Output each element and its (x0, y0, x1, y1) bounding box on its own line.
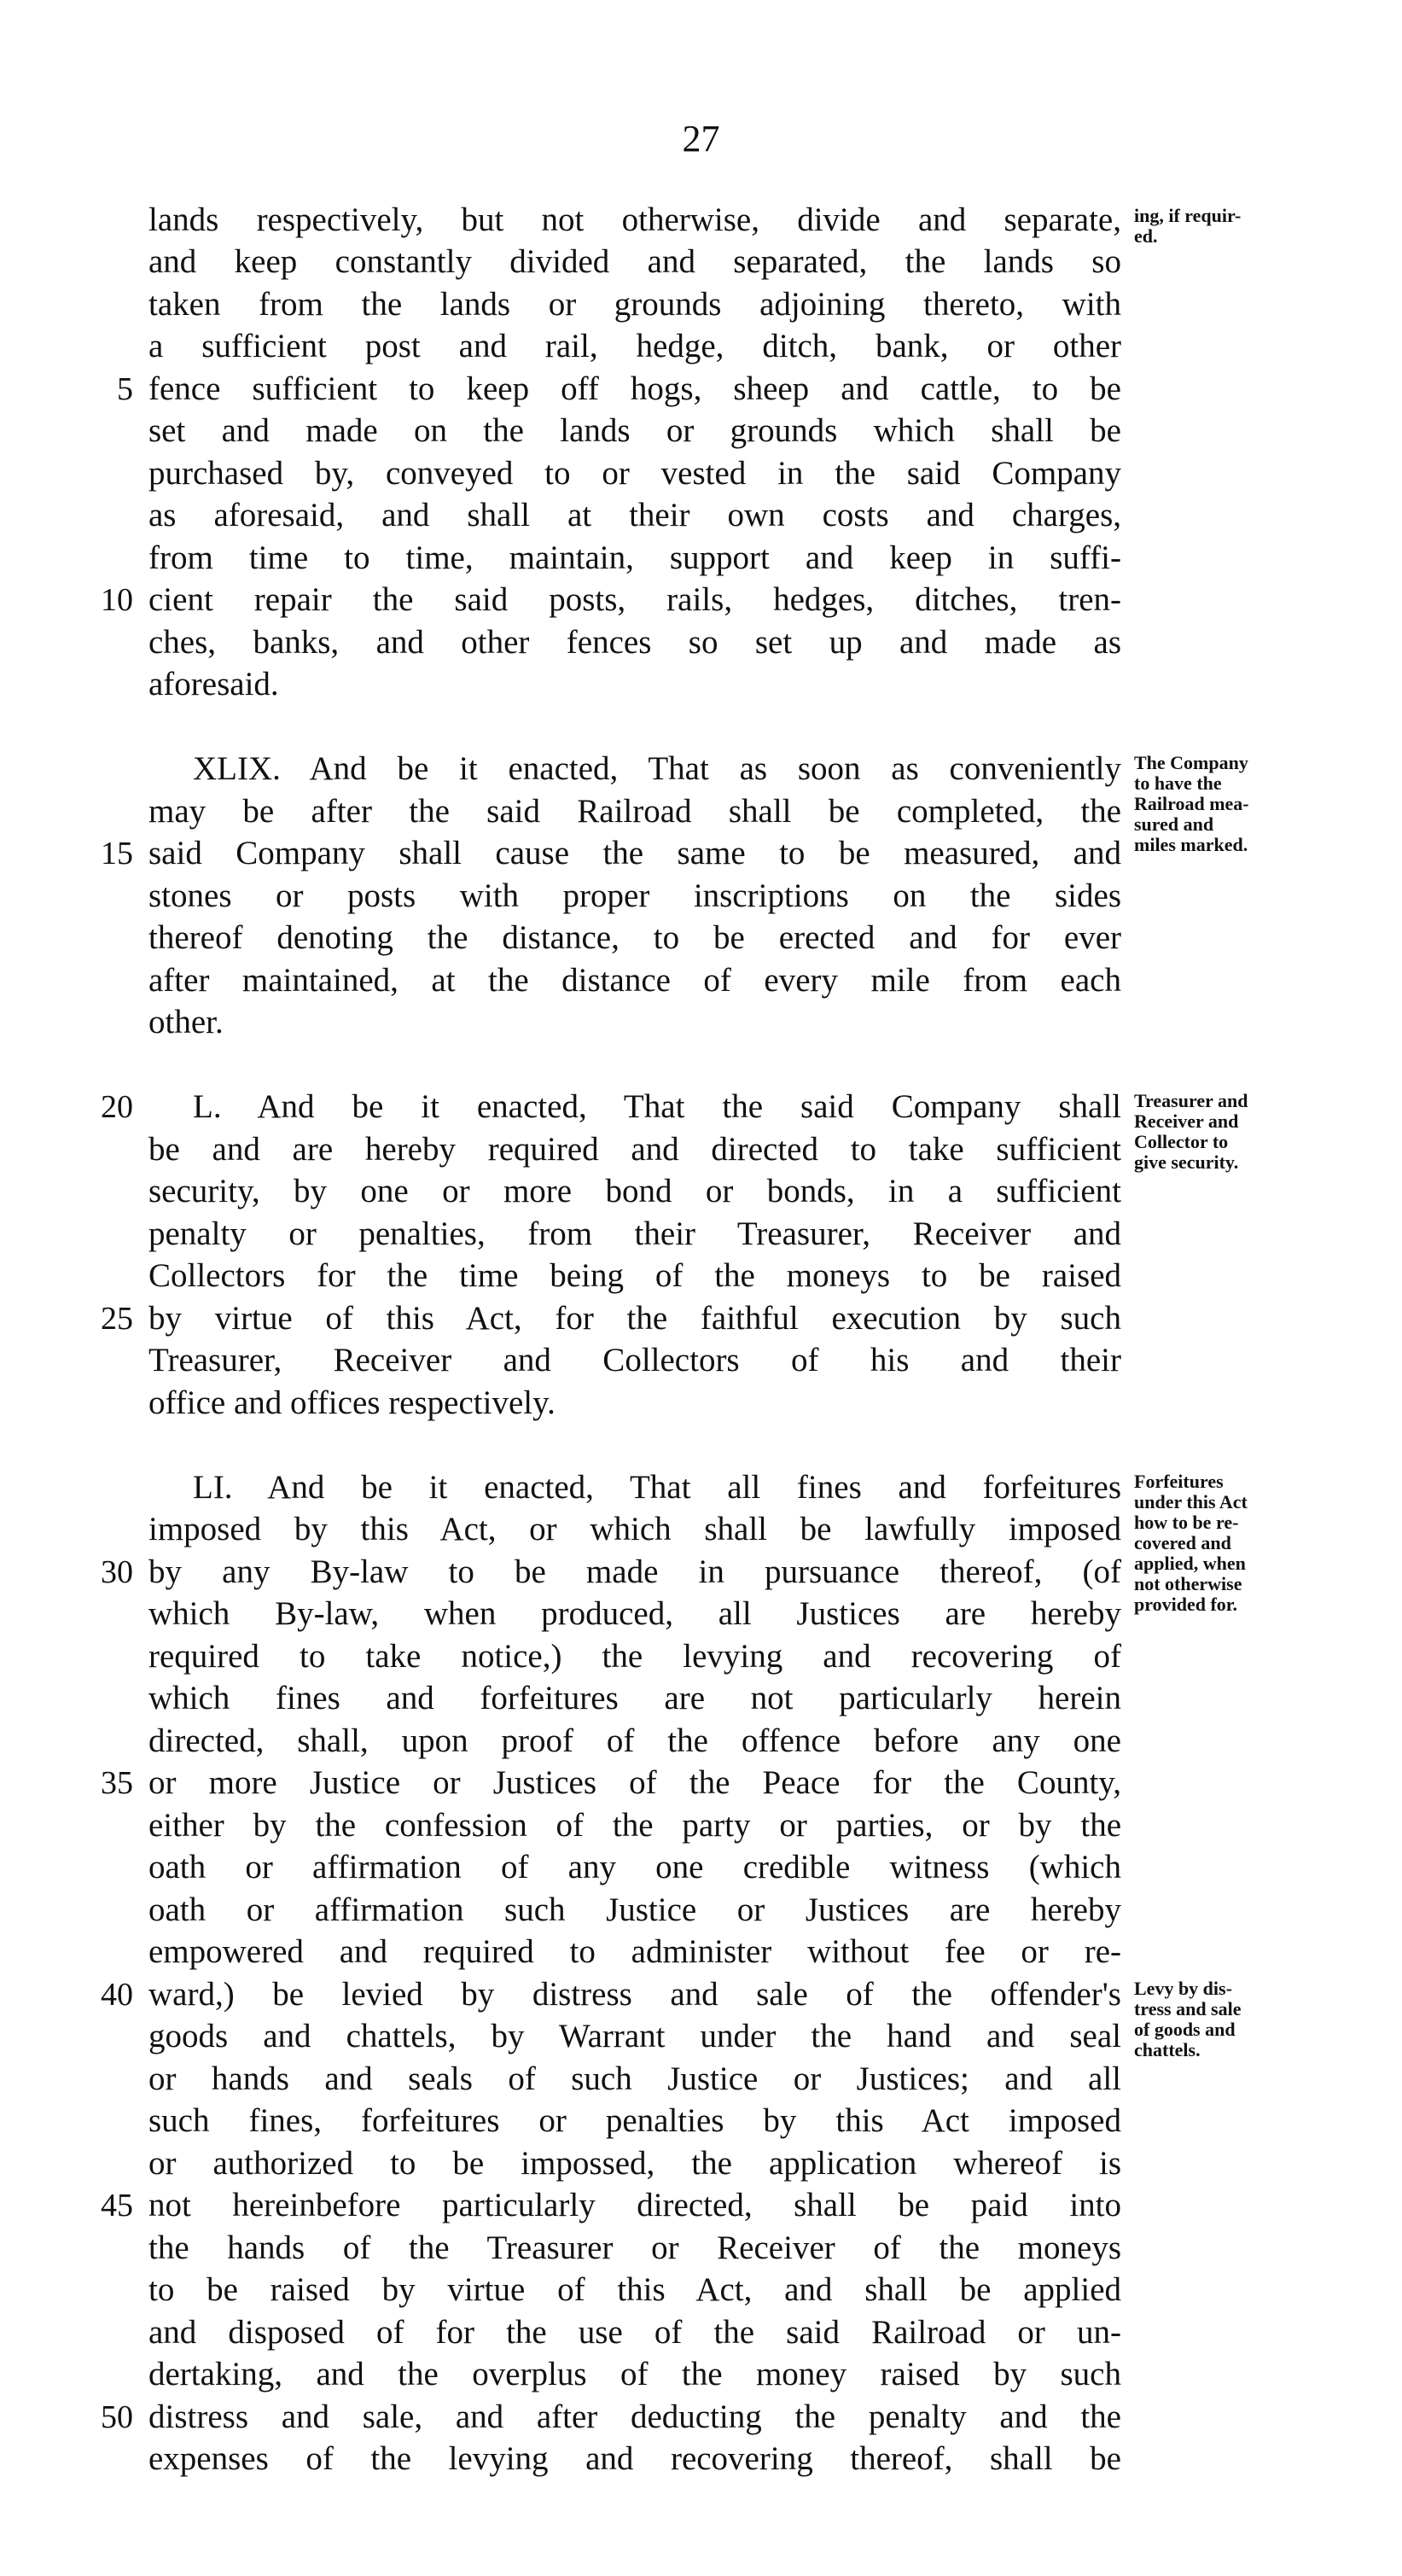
marginal-note-line: give security. (1134, 1151, 1239, 1173)
text-line: imposed by this Act, or which shall be lawfully imposed (148, 1511, 1121, 1547)
marginal-note-line: to have the (1134, 772, 1222, 794)
section-heading-line: LI. And be it enacted, That all fines and forfeitures (193, 1469, 1121, 1506)
marginal-note-line: ing, if requir- (1134, 205, 1242, 226)
line-number: 10 (101, 582, 133, 618)
text-line: aforesaid. (148, 666, 279, 702)
text-line: lands respectively, but not otherwise, divide and separate, (148, 201, 1121, 238)
marginal-note (1134, 1979, 1343, 2060)
text-line: office and offices respectively. (148, 1384, 556, 1421)
text-line: purchased by, conveyed to or vested in the said Company (148, 455, 1121, 492)
text-line: penalty or penalties, from their Treasurer, Receiver and (148, 1215, 1121, 1252)
text-line: ches, banks, and other fences so set up and made as (148, 624, 1121, 661)
text-line: other. (148, 1004, 224, 1040)
text-line: oath or affirmation such Justice or Justices are hereby (148, 1891, 1121, 1928)
marginal-note-line: Treasurer and (1134, 1090, 1248, 1111)
text-line: or more Justice or Justices of the Peace for the County, (148, 1764, 1121, 1801)
text-line: not hereinbefore particularly directed, shall be paid into (148, 2187, 1121, 2223)
text-line: to be raised by virtue of this Act, and shall be applied (148, 2271, 1121, 2308)
text-line: thereof denoting the distance, to be erected and for ever (148, 919, 1121, 956)
marginal-note-line: of goods and (1134, 2019, 1236, 2040)
marginal-note (1134, 753, 1343, 855)
marginal-note-line: provided for. (1134, 1594, 1238, 1615)
text-line: cient repair the said posts, rails, hedges, ditches, tren- (148, 581, 1121, 618)
text-line: ward,) be levied by distress and sale of the offender's (148, 1976, 1121, 2013)
marginal-note-line: applied, when (1134, 1553, 1246, 1574)
marginal-note (1134, 206, 1343, 247)
marginal-note-line: ed. (1134, 225, 1158, 247)
marginal-note-line: The Company (1134, 752, 1248, 773)
text-line: a sufficient post and rail, hedge, ditch, bank, or other (148, 328, 1121, 364)
line-number: 20 (101, 1089, 133, 1125)
text-line: and disposed of for the use of the said Railroad or un- (148, 2314, 1121, 2351)
marginal-note-line: tress and sale (1134, 1998, 1242, 2019)
text-line: Collectors for the time being of the moneys to be raised (148, 1257, 1121, 1294)
text-line: be and are hereby required and directed to take sufficient (148, 1131, 1121, 1168)
marginal-note-line: Railroad mea- (1134, 793, 1249, 814)
text-line: oath or affirmation of any one credible witness (which (148, 1849, 1121, 1885)
text-line: from time to time, maintain, support and keep in suffi- (148, 539, 1121, 576)
text-line: by any By-law to be made in pursuance thereof, (of (148, 1553, 1121, 1590)
marginal-note-line: chattels. (1134, 2039, 1201, 2060)
text-line: security, by one or more bond or bonds, in a sufficient (148, 1173, 1121, 1209)
text-line: such fines, forfeitures or penalties by this Act imposed (148, 2102, 1121, 2139)
text-line: may be after the said Railroad shall be completed, the (148, 793, 1121, 830)
text-line: the hands of the Treasurer or Receiver of the moneys (148, 2229, 1121, 2266)
text-line: expenses of the levying and recovering thereof, shall be (148, 2440, 1121, 2477)
marginal-note-line: Receiver and (1134, 1110, 1239, 1132)
line-number: 50 (101, 2399, 133, 2435)
page-number: 27 (682, 118, 720, 160)
line-number: 30 (101, 1554, 133, 1590)
line-number: 40 (101, 1977, 133, 2013)
text-line: after maintained, at the distance of every mile from each (148, 962, 1121, 999)
marginal-note-line: covered and (1134, 1532, 1231, 1553)
marginal-note-line: not otherwise (1134, 1573, 1242, 1594)
text-line: said Company shall cause the same to be measured, and (148, 835, 1121, 871)
text-line: directed, shall, upon proof of the offence before any one (148, 1722, 1121, 1759)
text-line: which By-law, when produced, all Justices are hereby (148, 1595, 1121, 1632)
marginal-note (1134, 1091, 1343, 1173)
line-number: 35 (101, 1765, 133, 1801)
marginal-note (1134, 1472, 1343, 1615)
text-line: by virtue of this Act, for the faithful execution by such (148, 1300, 1121, 1337)
line-number: 25 (101, 1301, 133, 1337)
marginal-note-line: how to be re- (1134, 1512, 1239, 1533)
text-line: or hands and seals of such Justice or Justices; and all (148, 2060, 1121, 2097)
marginal-note-line: Forfeitures (1134, 1471, 1224, 1492)
text-line: distress and sale, and after deducting the penalty and the (148, 2398, 1121, 2435)
section-heading-line: XLIX. And be it enacted, That as soon as conveniently (193, 750, 1121, 787)
text-line: either by the confession of the party or parties, or by the (148, 1807, 1121, 1844)
text-line: dertaking, and the overplus of the money raised by such (148, 2356, 1121, 2392)
marginal-note-line: miles marked. (1134, 834, 1248, 855)
text-line: empowered and required to administer without fee or re- (148, 1933, 1121, 1970)
marginal-note-line: Collector to (1134, 1131, 1229, 1152)
line-number: 15 (101, 836, 133, 871)
text-line: and keep constantly divided and separated, the lands so (148, 243, 1121, 280)
text-line: fence sufficient to keep off hogs, sheep and cattle, to be (148, 370, 1121, 407)
text-line: set and made on the lands or grounds which shall be (148, 412, 1121, 449)
marginal-note-line: Levy by dis- (1134, 1978, 1232, 1999)
marginal-note-line: sured and (1134, 813, 1214, 835)
text-line: Treasurer, Receiver and Collectors of his and their (148, 1342, 1121, 1378)
text-line: as aforesaid, and shall at their own costs and charges, (148, 497, 1121, 533)
text-line: or authorized to be impossed, the application whereof is (148, 2145, 1121, 2182)
text-line: taken from the lands or grounds adjoining thereto, with (148, 286, 1121, 323)
marginal-note-line: under this Act (1134, 1491, 1248, 1512)
text-line: goods and chattels, by Warrant under the hand and seal (148, 2018, 1121, 2054)
text-line: stones or posts with proper inscriptions on the sides (148, 877, 1121, 914)
text-line: which fines and forfeitures are not particularly herein (148, 1680, 1121, 1716)
line-number: 45 (101, 2188, 133, 2223)
section-heading-line: L. And be it enacted, That the said Company shall (193, 1088, 1121, 1125)
text-line: required to take notice,) the levying and recovering of (148, 1638, 1121, 1675)
line-number: 5 (117, 371, 133, 407)
